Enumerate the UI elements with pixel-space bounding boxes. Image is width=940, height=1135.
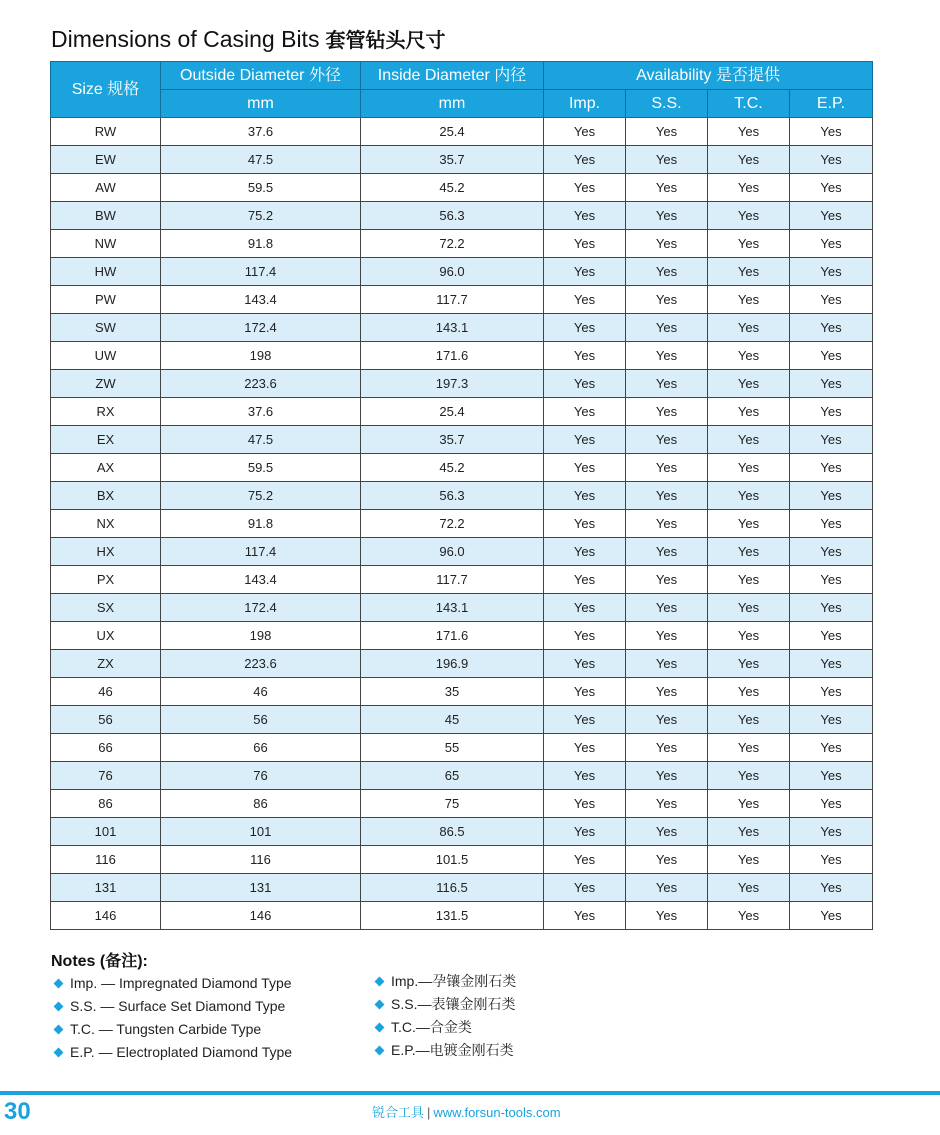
ep-cell: Yes [790,902,873,930]
tc-cell: Yes [708,734,790,762]
table-row [51,370,873,398]
ep-cell: Yes [790,594,873,622]
footer-separator: | [427,1105,431,1120]
ss-cell: Yes [626,650,708,678]
table-row [51,342,873,370]
imp-cell: Yes [544,538,626,566]
imp-cell: Yes [544,482,626,510]
ss-cell: Yes [626,174,708,202]
page-title [51,24,445,53]
imp-cell: Yes [544,398,626,426]
outside-diameter-cell: 116 [161,846,361,874]
ep-cell: Yes [790,146,873,174]
imp-cell: Yes [544,174,626,202]
table-header-row-2 [51,90,873,118]
ss-cell: Yes [626,370,708,398]
table-header-row-1 [51,62,873,90]
note-item-cn: S.S.—表镶金刚石类 [374,993,674,1016]
tc-cell: Yes [708,762,790,790]
notes-cn-list [374,970,674,1062]
casing-bits-table [50,61,873,930]
ss-cell: Yes [626,482,708,510]
size-cell: ZW [51,370,161,398]
tc-cell: Yes [708,538,790,566]
imp-cell: Yes [544,762,626,790]
inside-diameter-cell: 56.3 [361,482,544,510]
table-row [51,230,873,258]
imp-cell: Yes [544,230,626,258]
table-row [51,902,873,930]
table-row [51,846,873,874]
ss-cell: Yes [626,622,708,650]
ep-cell: Yes [790,874,873,902]
inside-diameter-cell: 117.7 [361,566,544,594]
inside-diameter-cell: 65 [361,762,544,790]
ss-cell: Yes [626,286,708,314]
size-cell: HX [51,538,161,566]
diamond-bullet-icon [375,999,385,1009]
note-item-cn: T.C.—合金类 [374,1016,674,1039]
header-imp: Imp. [544,90,626,118]
imp-cell: Yes [544,314,626,342]
tc-cell: Yes [708,314,790,342]
table-row [51,454,873,482]
ss-cell: Yes [626,790,708,818]
imp-cell: Yes [544,370,626,398]
imp-cell: Yes [544,146,626,174]
imp-cell: Yes [544,678,626,706]
size-cell: 76 [51,762,161,790]
tc-cell: Yes [708,594,790,622]
tc-cell: Yes [708,286,790,314]
tc-cell: Yes [708,174,790,202]
ss-cell: Yes [626,538,708,566]
imp-cell: Yes [544,594,626,622]
size-cell: 46 [51,678,161,706]
outside-diameter-cell: 91.8 [161,510,361,538]
ep-cell: Yes [790,202,873,230]
outside-diameter-cell: 172.4 [161,594,361,622]
outside-diameter-cell: 172.4 [161,314,361,342]
ep-cell: Yes [790,762,873,790]
ep-cell: Yes [790,426,873,454]
outside-diameter-cell: 101 [161,818,361,846]
notes-section [51,948,517,1060]
size-cell: NX [51,510,161,538]
outside-diameter-cell: 143.4 [161,566,361,594]
page-title-cn: 套管钻头尺寸 [325,30,446,52]
table-row [51,426,873,454]
diamond-bullet-icon [54,978,64,988]
table-row [51,734,873,762]
size-cell: RW [51,118,161,146]
outside-diameter-cell: 117.4 [161,258,361,286]
notes-title: Notes (备注): [51,953,148,970]
ep-cell: Yes [790,258,873,286]
imp-cell: Yes [544,258,626,286]
imp-cell: Yes [544,286,626,314]
note-item-en: E.P. — Electroplated Diamond Type [53,1041,353,1064]
ep-cell: Yes [790,398,873,426]
ss-cell: Yes [626,398,708,426]
table-row [51,258,873,286]
size-cell: SW [51,314,161,342]
ss-cell: Yes [626,706,708,734]
table-row [51,510,873,538]
ep-cell: Yes [790,678,873,706]
size-cell: SX [51,594,161,622]
table-row [51,706,873,734]
inside-diameter-cell: 55 [361,734,544,762]
outside-diameter-cell: 37.6 [161,118,361,146]
tc-cell: Yes [708,370,790,398]
size-cell: RX [51,398,161,426]
header-inside-diameter: Inside Diameter 内径 [361,62,544,90]
imp-cell: Yes [544,622,626,650]
header-od-unit: mm [161,90,361,118]
outside-diameter-cell: 56 [161,706,361,734]
ep-cell: Yes [790,650,873,678]
header-tc: T.C. [708,90,790,118]
imp-cell: Yes [544,706,626,734]
size-cell: AW [51,174,161,202]
inside-diameter-cell: 171.6 [361,342,544,370]
inside-diameter-cell: 117.7 [361,286,544,314]
imp-cell: Yes [544,902,626,930]
inside-diameter-cell: 143.1 [361,594,544,622]
note-item-en: S.S. — Surface Set Diamond Type [53,995,353,1018]
size-cell: 66 [51,734,161,762]
outside-diameter-cell: 46 [161,678,361,706]
tc-cell: Yes [708,874,790,902]
size-cell: UW [51,342,161,370]
note-item-en: Imp. — Impregnated Diamond Type [53,972,353,995]
ss-cell: Yes [626,342,708,370]
footer-divider [0,1091,940,1095]
size-cell: 146 [51,902,161,930]
ss-cell: Yes [626,678,708,706]
size-cell: PW [51,286,161,314]
ss-cell: Yes [626,594,708,622]
tc-cell: Yes [708,146,790,174]
size-cell: EX [51,426,161,454]
size-cell: EW [51,146,161,174]
imp-cell: Yes [544,818,626,846]
tc-cell: Yes [708,398,790,426]
note-item-cn: Imp.—孕镶金刚石类 [374,970,674,993]
header-ss: S.S. [626,90,708,118]
diamond-bullet-icon [54,1047,64,1057]
note-item-cn: E.P.—电镀金刚石类 [374,1039,674,1062]
header-id-unit: mm [361,90,544,118]
table-row [51,650,873,678]
imp-cell: Yes [544,118,626,146]
imp-cell: Yes [544,342,626,370]
outside-diameter-cell: 198 [161,342,361,370]
ss-cell: Yes [626,846,708,874]
size-cell: 116 [51,846,161,874]
outside-diameter-cell: 91.8 [161,230,361,258]
outside-diameter-cell: 223.6 [161,370,361,398]
tc-cell: Yes [708,230,790,258]
outside-diameter-cell: 131 [161,874,361,902]
tc-cell: Yes [708,202,790,230]
header-availability: Availability 是否提供 [544,62,873,90]
tc-cell: Yes [708,258,790,286]
size-cell: 131 [51,874,161,902]
tc-cell: Yes [708,678,790,706]
page-title-en: Dimensions of Casing Bits [51,26,320,52]
tc-cell: Yes [708,426,790,454]
outside-diameter-cell: 37.6 [161,398,361,426]
ss-cell: Yes [626,902,708,930]
ss-cell: Yes [626,510,708,538]
ss-cell: Yes [626,258,708,286]
diamond-bullet-icon [54,1024,64,1034]
ep-cell: Yes [790,230,873,258]
imp-cell: Yes [544,874,626,902]
inside-diameter-cell: 72.2 [361,510,544,538]
ss-cell: Yes [626,566,708,594]
footer-brand: 锐合工具 [372,1105,425,1120]
diamond-bullet-icon [375,1045,385,1055]
table-row [51,482,873,510]
inside-diameter-cell: 45.2 [361,174,544,202]
diamond-bullet-icon [375,1022,385,1032]
outside-diameter-cell: 66 [161,734,361,762]
size-cell: ZX [51,650,161,678]
inside-diameter-cell: 86.5 [361,818,544,846]
table-row [51,146,873,174]
imp-cell: Yes [544,846,626,874]
ep-cell: Yes [790,538,873,566]
ep-cell: Yes [790,566,873,594]
ss-cell: Yes [626,202,708,230]
size-cell: BW [51,202,161,230]
tc-cell: Yes [708,482,790,510]
ep-cell: Yes [790,846,873,874]
outside-diameter-cell: 117.4 [161,538,361,566]
ss-cell: Yes [626,118,708,146]
size-cell: BX [51,482,161,510]
tc-cell: Yes [708,790,790,818]
outside-diameter-cell: 59.5 [161,174,361,202]
inside-diameter-cell: 72.2 [361,230,544,258]
ep-cell: Yes [790,482,873,510]
ep-cell: Yes [790,314,873,342]
size-cell: PX [51,566,161,594]
ss-cell: Yes [626,230,708,258]
inside-diameter-cell: 171.6 [361,622,544,650]
ep-cell: Yes [790,454,873,482]
tc-cell: Yes [708,566,790,594]
footer-website-link[interactable]: www.forsun-tools.com [433,1105,561,1120]
notes-en-list [53,972,353,1064]
table-row [51,678,873,706]
tc-cell: Yes [708,818,790,846]
footer-brand-website [372,1102,561,1121]
table-row [51,566,873,594]
inside-diameter-cell: 25.4 [361,118,544,146]
ep-cell: Yes [790,174,873,202]
diamond-bullet-icon [54,1001,64,1011]
inside-diameter-cell: 56.3 [361,202,544,230]
ep-cell: Yes [790,818,873,846]
table-row [51,818,873,846]
imp-cell: Yes [544,734,626,762]
inside-diameter-cell: 116.5 [361,874,544,902]
inside-diameter-cell: 45.2 [361,454,544,482]
table-row [51,622,873,650]
ep-cell: Yes [790,286,873,314]
size-cell: HW [51,258,161,286]
ep-cell: Yes [790,706,873,734]
inside-diameter-cell: 131.5 [361,902,544,930]
imp-cell: Yes [544,426,626,454]
tc-cell: Yes [708,342,790,370]
table-row [51,538,873,566]
tc-cell: Yes [708,118,790,146]
table-row [51,286,873,314]
size-cell: NW [51,230,161,258]
table-row [51,594,873,622]
ss-cell: Yes [626,762,708,790]
tc-cell: Yes [708,510,790,538]
header-outside-diameter: Outside Diameter 外径 [161,62,361,90]
inside-diameter-cell: 25.4 [361,398,544,426]
diamond-bullet-icon [375,976,385,986]
header-ep: E.P. [790,90,873,118]
ep-cell: Yes [790,622,873,650]
table-row [51,874,873,902]
outside-diameter-cell: 146 [161,902,361,930]
size-cell: UX [51,622,161,650]
imp-cell: Yes [544,650,626,678]
ep-cell: Yes [790,370,873,398]
table-body [51,118,873,930]
inside-diameter-cell: 35.7 [361,426,544,454]
imp-cell: Yes [544,566,626,594]
header-size: Size 规格 [51,62,161,118]
tc-cell: Yes [708,902,790,930]
imp-cell: Yes [544,790,626,818]
inside-diameter-cell: 45 [361,706,544,734]
ep-cell: Yes [790,342,873,370]
note-item-en: T.C. — Tungsten Carbide Type [53,1018,353,1041]
outside-diameter-cell: 198 [161,622,361,650]
outside-diameter-cell: 75.2 [161,482,361,510]
outside-diameter-cell: 143.4 [161,286,361,314]
tc-cell: Yes [708,706,790,734]
table-row [51,202,873,230]
size-cell: 86 [51,790,161,818]
ep-cell: Yes [790,790,873,818]
table-row [51,314,873,342]
outside-diameter-cell: 47.5 [161,426,361,454]
outside-diameter-cell: 47.5 [161,146,361,174]
inside-diameter-cell: 197.3 [361,370,544,398]
ss-cell: Yes [626,454,708,482]
tc-cell: Yes [708,846,790,874]
table-row [51,762,873,790]
table-row [51,174,873,202]
outside-diameter-cell: 86 [161,790,361,818]
table-row [51,398,873,426]
ss-cell: Yes [626,818,708,846]
outside-diameter-cell: 59.5 [161,454,361,482]
page-number: 30 [4,1098,31,1125]
ep-cell: Yes [790,510,873,538]
ss-cell: Yes [626,146,708,174]
inside-diameter-cell: 101.5 [361,846,544,874]
table-row [51,790,873,818]
inside-diameter-cell: 35.7 [361,146,544,174]
table-row [51,118,873,146]
tc-cell: Yes [708,650,790,678]
inside-diameter-cell: 75 [361,790,544,818]
ss-cell: Yes [626,426,708,454]
imp-cell: Yes [544,510,626,538]
inside-diameter-cell: 96.0 [361,258,544,286]
outside-diameter-cell: 75.2 [161,202,361,230]
outside-diameter-cell: 76 [161,762,361,790]
ep-cell: Yes [790,118,873,146]
imp-cell: Yes [544,454,626,482]
inside-diameter-cell: 35 [361,678,544,706]
ss-cell: Yes [626,874,708,902]
outside-diameter-cell: 223.6 [161,650,361,678]
size-cell: AX [51,454,161,482]
inside-diameter-cell: 143.1 [361,314,544,342]
size-cell: 101 [51,818,161,846]
inside-diameter-cell: 96.0 [361,538,544,566]
ss-cell: Yes [626,734,708,762]
ss-cell: Yes [626,314,708,342]
inside-diameter-cell: 196.9 [361,650,544,678]
tc-cell: Yes [708,622,790,650]
size-cell: 56 [51,706,161,734]
tc-cell: Yes [708,454,790,482]
imp-cell: Yes [544,202,626,230]
ep-cell: Yes [790,734,873,762]
